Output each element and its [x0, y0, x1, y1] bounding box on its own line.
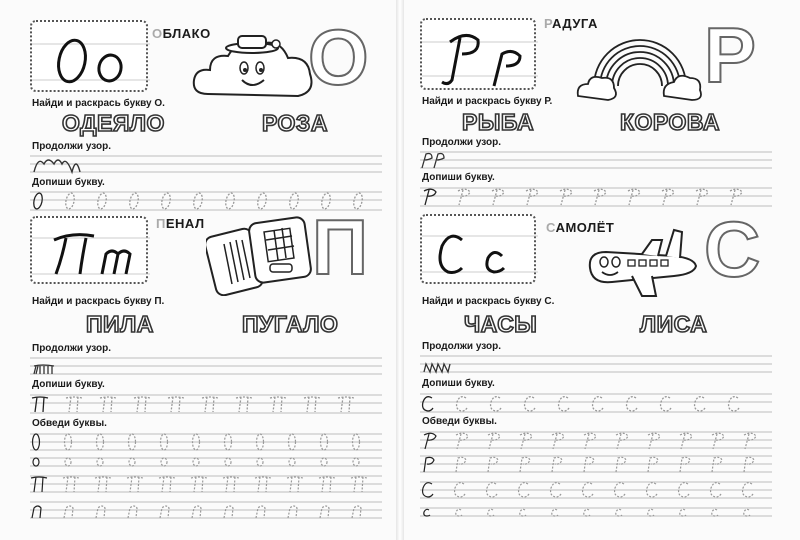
letter-box-p	[30, 216, 148, 284]
airplane-icon	[582, 226, 702, 304]
cursive-oo-icon	[32, 22, 150, 94]
big-letter-o: O	[308, 13, 369, 101]
outline-word-ryba[interactable]: РЫБА	[462, 109, 535, 135]
task-finish-letter-p: Допиши букву.	[32, 379, 105, 390]
task-finish-letter-r: Допиши букву.	[422, 172, 495, 183]
letter-box-s	[420, 214, 536, 284]
word-rest: АДУГА	[552, 16, 598, 31]
outline-word-odeyalo[interactable]: ОДЕЯЛО	[62, 110, 165, 136]
word-rest: ЕНАЛ	[165, 216, 205, 231]
finish-lines-s[interactable]	[420, 390, 772, 416]
outline-word-lisa[interactable]: ЛИСА	[640, 311, 708, 337]
task-continue-pattern-s: Продолжи узор.	[422, 341, 501, 352]
cursive-rr-icon	[422, 20, 538, 92]
pattern-lines-r[interactable]	[420, 148, 772, 172]
outline-word-korova[interactable]: КОРОВА	[620, 109, 720, 135]
cursive-ss-icon	[422, 216, 538, 286]
task-trace-letters-left: Обведи буквы.	[32, 418, 107, 429]
outline-word-chasy[interactable]: ЧАСЫ	[464, 311, 538, 337]
trace-lines-left[interactable]	[30, 430, 382, 530]
letter-box-o	[30, 20, 148, 92]
word-first-letter: О	[152, 26, 163, 41]
pencil-case-icon	[206, 214, 316, 296]
section-word-penal	[156, 216, 205, 231]
cursive-p-row	[30, 391, 382, 417]
word-rest: БЛАКО	[162, 26, 211, 41]
task-continue-pattern-r: Продолжи узор.	[422, 137, 501, 148]
word-first-letter: П	[156, 216, 166, 231]
outline-word-roza[interactable]: РОЗА	[262, 110, 328, 136]
pattern-lines-p[interactable]	[30, 354, 382, 378]
big-letter-p: П	[312, 203, 369, 291]
task-find-s: Найди и раскрась букву С.	[422, 296, 555, 307]
pattern-lines-s[interactable]	[420, 352, 772, 376]
book-spine	[396, 0, 404, 540]
task-continue-pattern-o: Продолжи узор.	[32, 141, 111, 152]
task-continue-pattern-p: Продолжи узор.	[32, 343, 111, 354]
task-find-r: Найди и раскрась букву Р.	[422, 96, 553, 107]
outline-word-pila[interactable]: ПИЛА	[86, 311, 154, 337]
outline-word-pugalo[interactable]: ПУГАЛО	[242, 311, 339, 337]
word-first-letter: Р	[544, 16, 553, 31]
rainbow-icon	[576, 24, 704, 104]
trace-lines-right[interactable]	[420, 428, 772, 528]
word-rest: АМОЛЁТ	[555, 220, 615, 235]
cloud-with-hat-icon	[188, 32, 320, 112]
task-trace-letters-right: Обведи буквы.	[422, 416, 497, 427]
task-finish-letter-s: Допиши букву.	[422, 378, 495, 389]
finish-lines-p[interactable]	[30, 391, 382, 417]
pattern-lines-o[interactable]	[30, 152, 382, 176]
task-find-p: Найди и раскрась букву П.	[32, 296, 165, 307]
big-letter-s: C	[704, 205, 761, 293]
cursive-pp-icon	[32, 218, 150, 286]
task-finish-letter-o: Допиши букву.	[32, 177, 105, 188]
letter-box-r	[420, 18, 536, 90]
word-first-letter: С	[546, 220, 556, 235]
task-find-o: Найди и раскрась букву О.	[32, 98, 165, 109]
big-letter-r: P	[704, 11, 757, 99]
